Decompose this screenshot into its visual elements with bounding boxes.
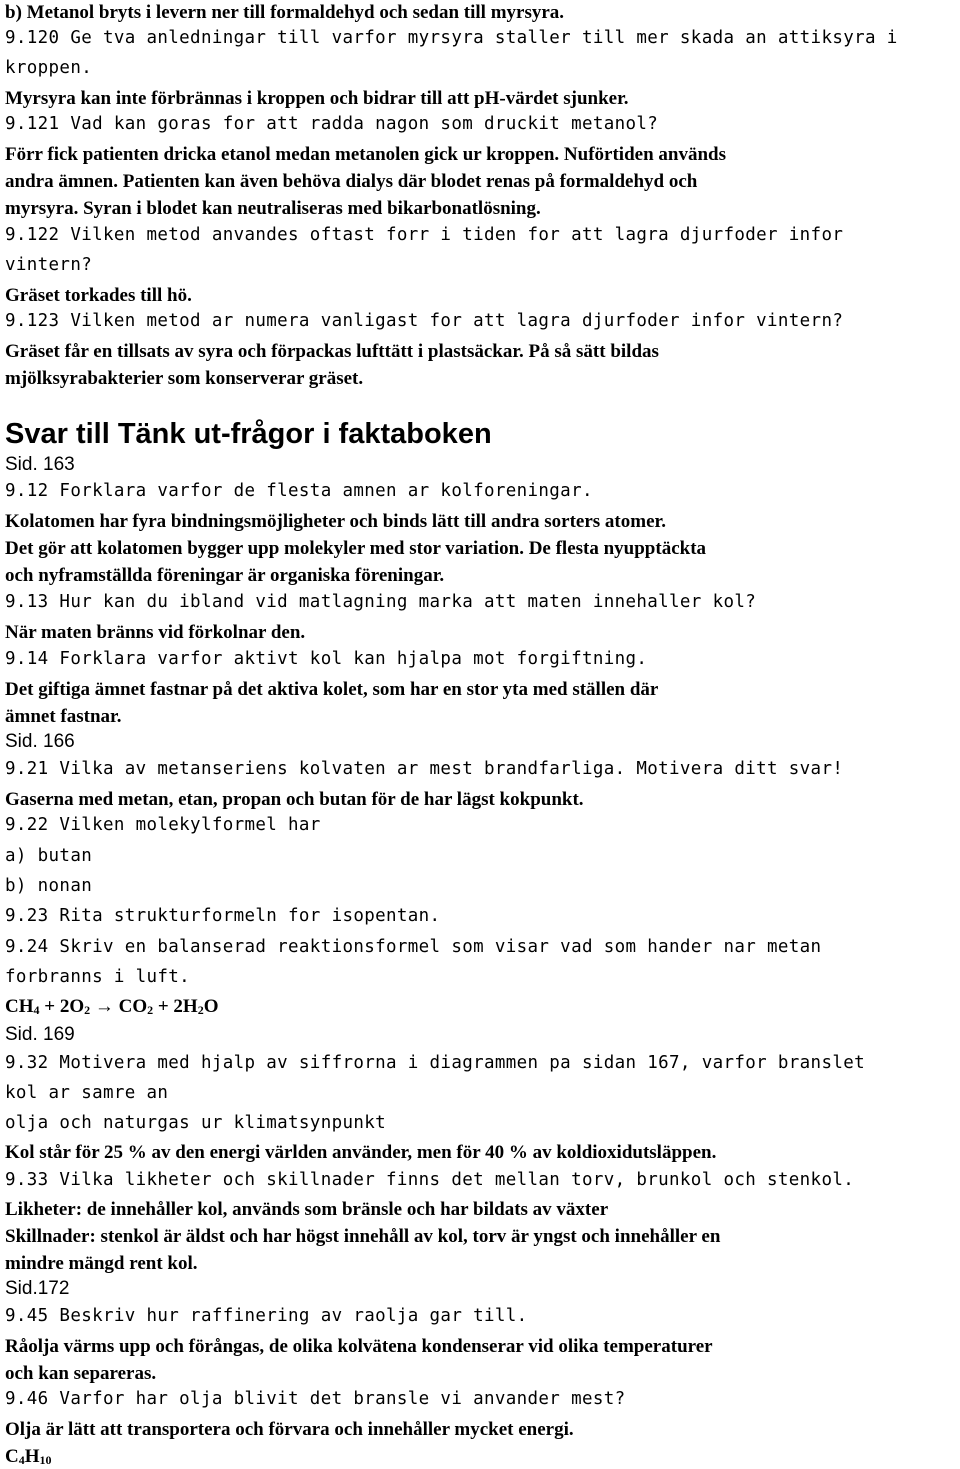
answer-text: mindre mängd rent kol.: [5, 1253, 198, 1274]
answer-text: Gaserna med metan, etan, propan och butan för de har lägst kokpunkt.: [5, 789, 584, 810]
question-text: kroppen.: [5, 58, 93, 78]
answer-text: Det giftiga ämnet fastnar på det aktiva kolet, som har en stor yta med ställen där: [5, 679, 659, 700]
question-text: 9.13 Hur kan du ibland vid matlagning marka att maten innehaller kol?: [5, 592, 757, 612]
question-text: a) butan: [5, 846, 93, 866]
answer-text: Råolja värms upp och förångas, de olika kolvätena kondenserar vid olika temperaturer: [5, 1336, 713, 1357]
molecular-formula: C4H10: [5, 1446, 52, 1467]
question-text: kol ar samre an: [5, 1083, 169, 1103]
question-text: 9.33 Vilka likheter och skillnader finns det mellan torv, brunkol och stenkol.: [5, 1170, 855, 1190]
answer-text: Myrsyra kan inte förbrännas i kroppen och bidrar till att pH-värdet sjunker.: [5, 88, 629, 109]
page-reference: Sid. 166: [5, 731, 75, 752]
question-text: 9.120 Ge tva anledningar till varfor myrsyra staller till mer skada an attiksyra i: [5, 28, 898, 48]
question-text: 9.24 Skriv en balanserad reaktionsformel som visar vad som hander nar metan: [5, 937, 822, 957]
page-reference: Sid. 163: [5, 454, 75, 475]
answer-text: Förr fick patienten dricka etanol medan metanolen gick ur kroppen. Nuförtiden används: [5, 144, 726, 165]
question-text: 9.46 Varfor har olja blivit det bransle vi anvander mest?: [5, 1389, 626, 1409]
question-text: 9.122 Vilken metod anvandes oftast forr i tiden for att lagra djurfoder infor: [5, 225, 844, 245]
answer-text: ämnet fastnar.: [5, 706, 122, 727]
answer-text: När maten bränns vid förkolnar den.: [5, 622, 306, 643]
answer-text: Likheter: de innehåller kol, används som bränsle och har bildats av växter: [5, 1199, 609, 1220]
question-text: 9.45 Beskriv hur raffinering av raolja gar till.: [5, 1306, 528, 1326]
answer-text: b) Metanol bryts i levern ner till formaldehyd och sedan till myrsyra.: [5, 2, 565, 23]
page-reference: Sid. 169: [5, 1024, 75, 1045]
section-heading: Svar till Tänk ut-frågor i faktaboken: [5, 418, 492, 450]
answer-text: och nyframställda föreningar är organiska föreningar.: [5, 565, 445, 586]
question-text: b) nonan: [5, 876, 93, 896]
answer-text: Kolatomen har fyra bindningsmöjligheter och binds lätt till andra sorters atomer.: [5, 511, 666, 532]
answer-text: Skillnader: stenkol är äldst och har högst innehåll av kol, torv är yngst och innehåller en: [5, 1226, 721, 1247]
question-text: 9.22 Vilken molekylformel har: [5, 815, 321, 835]
page-reference: Sid.172: [5, 1278, 70, 1299]
answer-text: andra ämnen. Patienten kan även behöva dialys där blodet renas på formaldehyd och: [5, 171, 698, 192]
answer-text: myrsyra. Syran i blodet kan neutraliseras med bikarbonatlösning.: [5, 198, 541, 219]
answer-text: Gräset torkades till hö.: [5, 285, 192, 306]
question-text: 9.21 Vilka av metanseriens kolvaten ar mest brandfarliga. Motivera ditt svar!: [5, 759, 844, 779]
question-text: 9.12 Forklara varfor de flesta amnen ar kolforeningar.: [5, 481, 593, 501]
question-text: 9.32 Motivera med hjalp av siffrorna i diagrammen pa sidan 167, varfor branslet: [5, 1053, 865, 1073]
answer-text: Kol står för 25 % av den energi världen använder, men för 40 % av koldioxidutsläppen.: [5, 1142, 717, 1163]
answer-text: Olja är lätt att transportera och förvara och innehåller mycket energi.: [5, 1419, 574, 1440]
question-text: 9.123 Vilken metod ar numera vanligast for att lagra djurfoder infor vintern?: [5, 311, 844, 331]
question-text: 9.121 Vad kan goras for att radda nagon som druckit metanol?: [5, 114, 659, 134]
question-text: 9.14 Forklara varfor aktivt kol kan hjalpa mot forgiftning.: [5, 649, 648, 669]
reaction-formula: CH4 + 2O2 → CO2 + 2H2O: [5, 996, 219, 1017]
answer-text: mjölksyrabakterier som konserverar gräset.: [5, 368, 364, 389]
question-text: vintern?: [5, 255, 93, 275]
answer-text: Det gör att kolatomen bygger upp molekyler med stor variation. De flesta nyupptäckta: [5, 538, 707, 559]
question-text: forbranns i luft.: [5, 967, 191, 987]
answer-text: och kan separeras.: [5, 1363, 157, 1384]
question-text: olja och naturgas ur klimatsynpunkt: [5, 1113, 387, 1133]
answer-text: Gräset får en tillsats av syra och förpackas lufttätt i plastsäckar. På så sätt bildas: [5, 341, 659, 362]
question-text: 9.23 Rita strukturformeln for isopentan.: [5, 906, 441, 926]
